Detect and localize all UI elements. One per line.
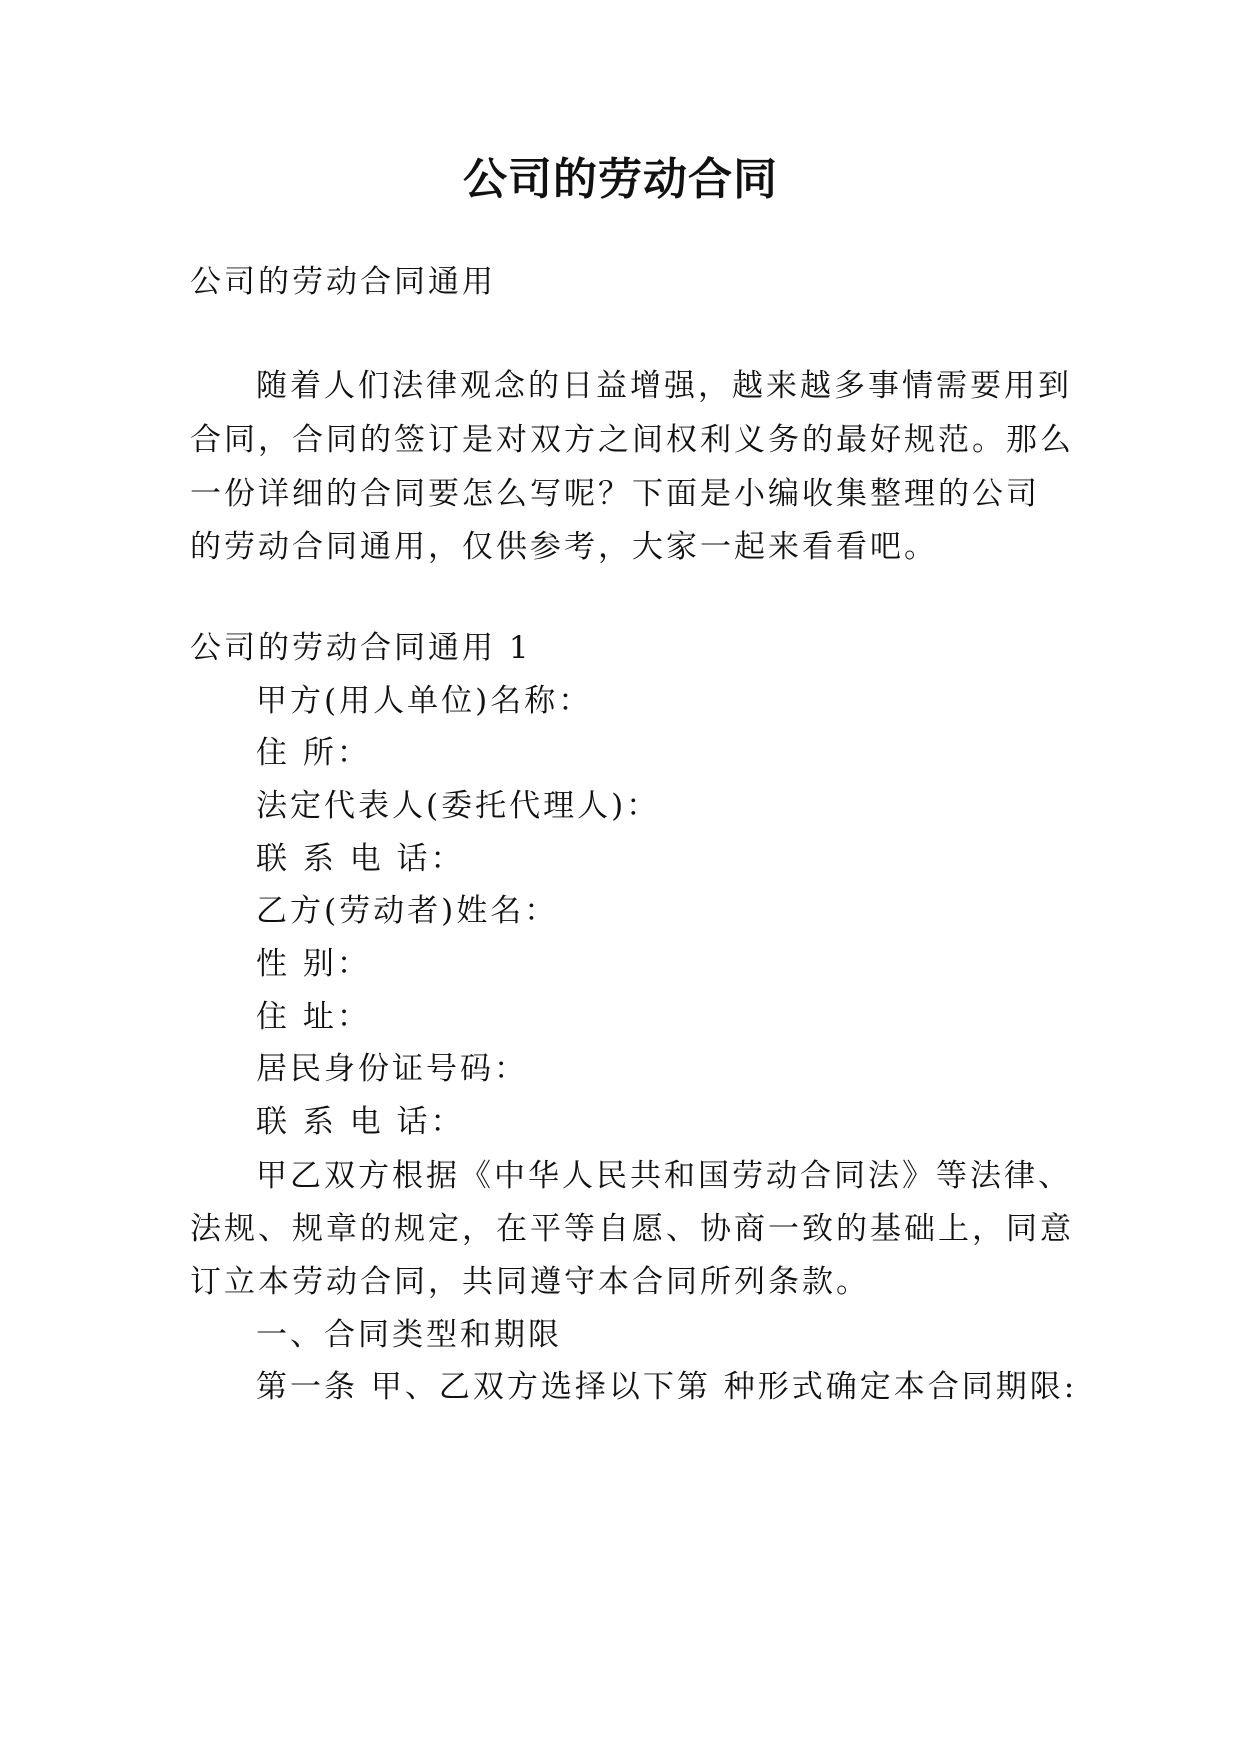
intro-line-3: 一份详细的合同要怎么写呢？下面是小编收集整理的公司 xyxy=(190,476,1040,512)
field-employer-phone: 联 系 电 话： xyxy=(256,841,465,877)
chapter-heading: 一、合同类型和期限 xyxy=(256,1317,562,1353)
document-title: 公司的劳动合同 xyxy=(463,154,778,205)
field-id-number: 居民身份证号码： xyxy=(256,1051,528,1087)
agreement-line-1: 甲乙双方根据《中华人民共和国劳动合同法》等法律、 xyxy=(256,1158,1072,1194)
agreement-line-2: 法规、规章的规定，在平等自愿、协商一致的基础上，同意 xyxy=(190,1211,1074,1247)
field-employee-gender: 性 别： xyxy=(256,946,371,982)
intro-line-2: 合同，合同的签订是对双方之间权利义务的最好规范。那么 xyxy=(190,422,1074,458)
field-employee-address: 住 址： xyxy=(256,999,371,1035)
field-employee-phone: 联 系 电 话： xyxy=(256,1104,465,1140)
article-1: 第一条 甲、乙双方选择以下第 种形式确定本合同期限: xyxy=(256,1369,1078,1405)
field-employee-name: 乙方(劳动者)姓名： xyxy=(256,893,559,929)
section-heading: 公司的劳动合同通用 1 xyxy=(190,630,532,666)
field-employer-address: 住 所： xyxy=(256,735,371,771)
field-employer-name: 甲方(用人单位)名称： xyxy=(256,683,593,719)
field-legal-representative: 法定代表人(委托代理人)： xyxy=(256,788,661,824)
intro-line-1: 随着人们法律观念的日益增强，越来越多事情需要用到 xyxy=(256,368,1072,404)
intro-line-4: 的劳动合同通用，仅供参考，大家一起来看看吧。 xyxy=(190,529,938,565)
document-subtitle: 公司的劳动合同通用 xyxy=(190,264,496,300)
agreement-line-3: 订立本劳动合同，共同遵守本合同所列条款。 xyxy=(190,1264,870,1300)
